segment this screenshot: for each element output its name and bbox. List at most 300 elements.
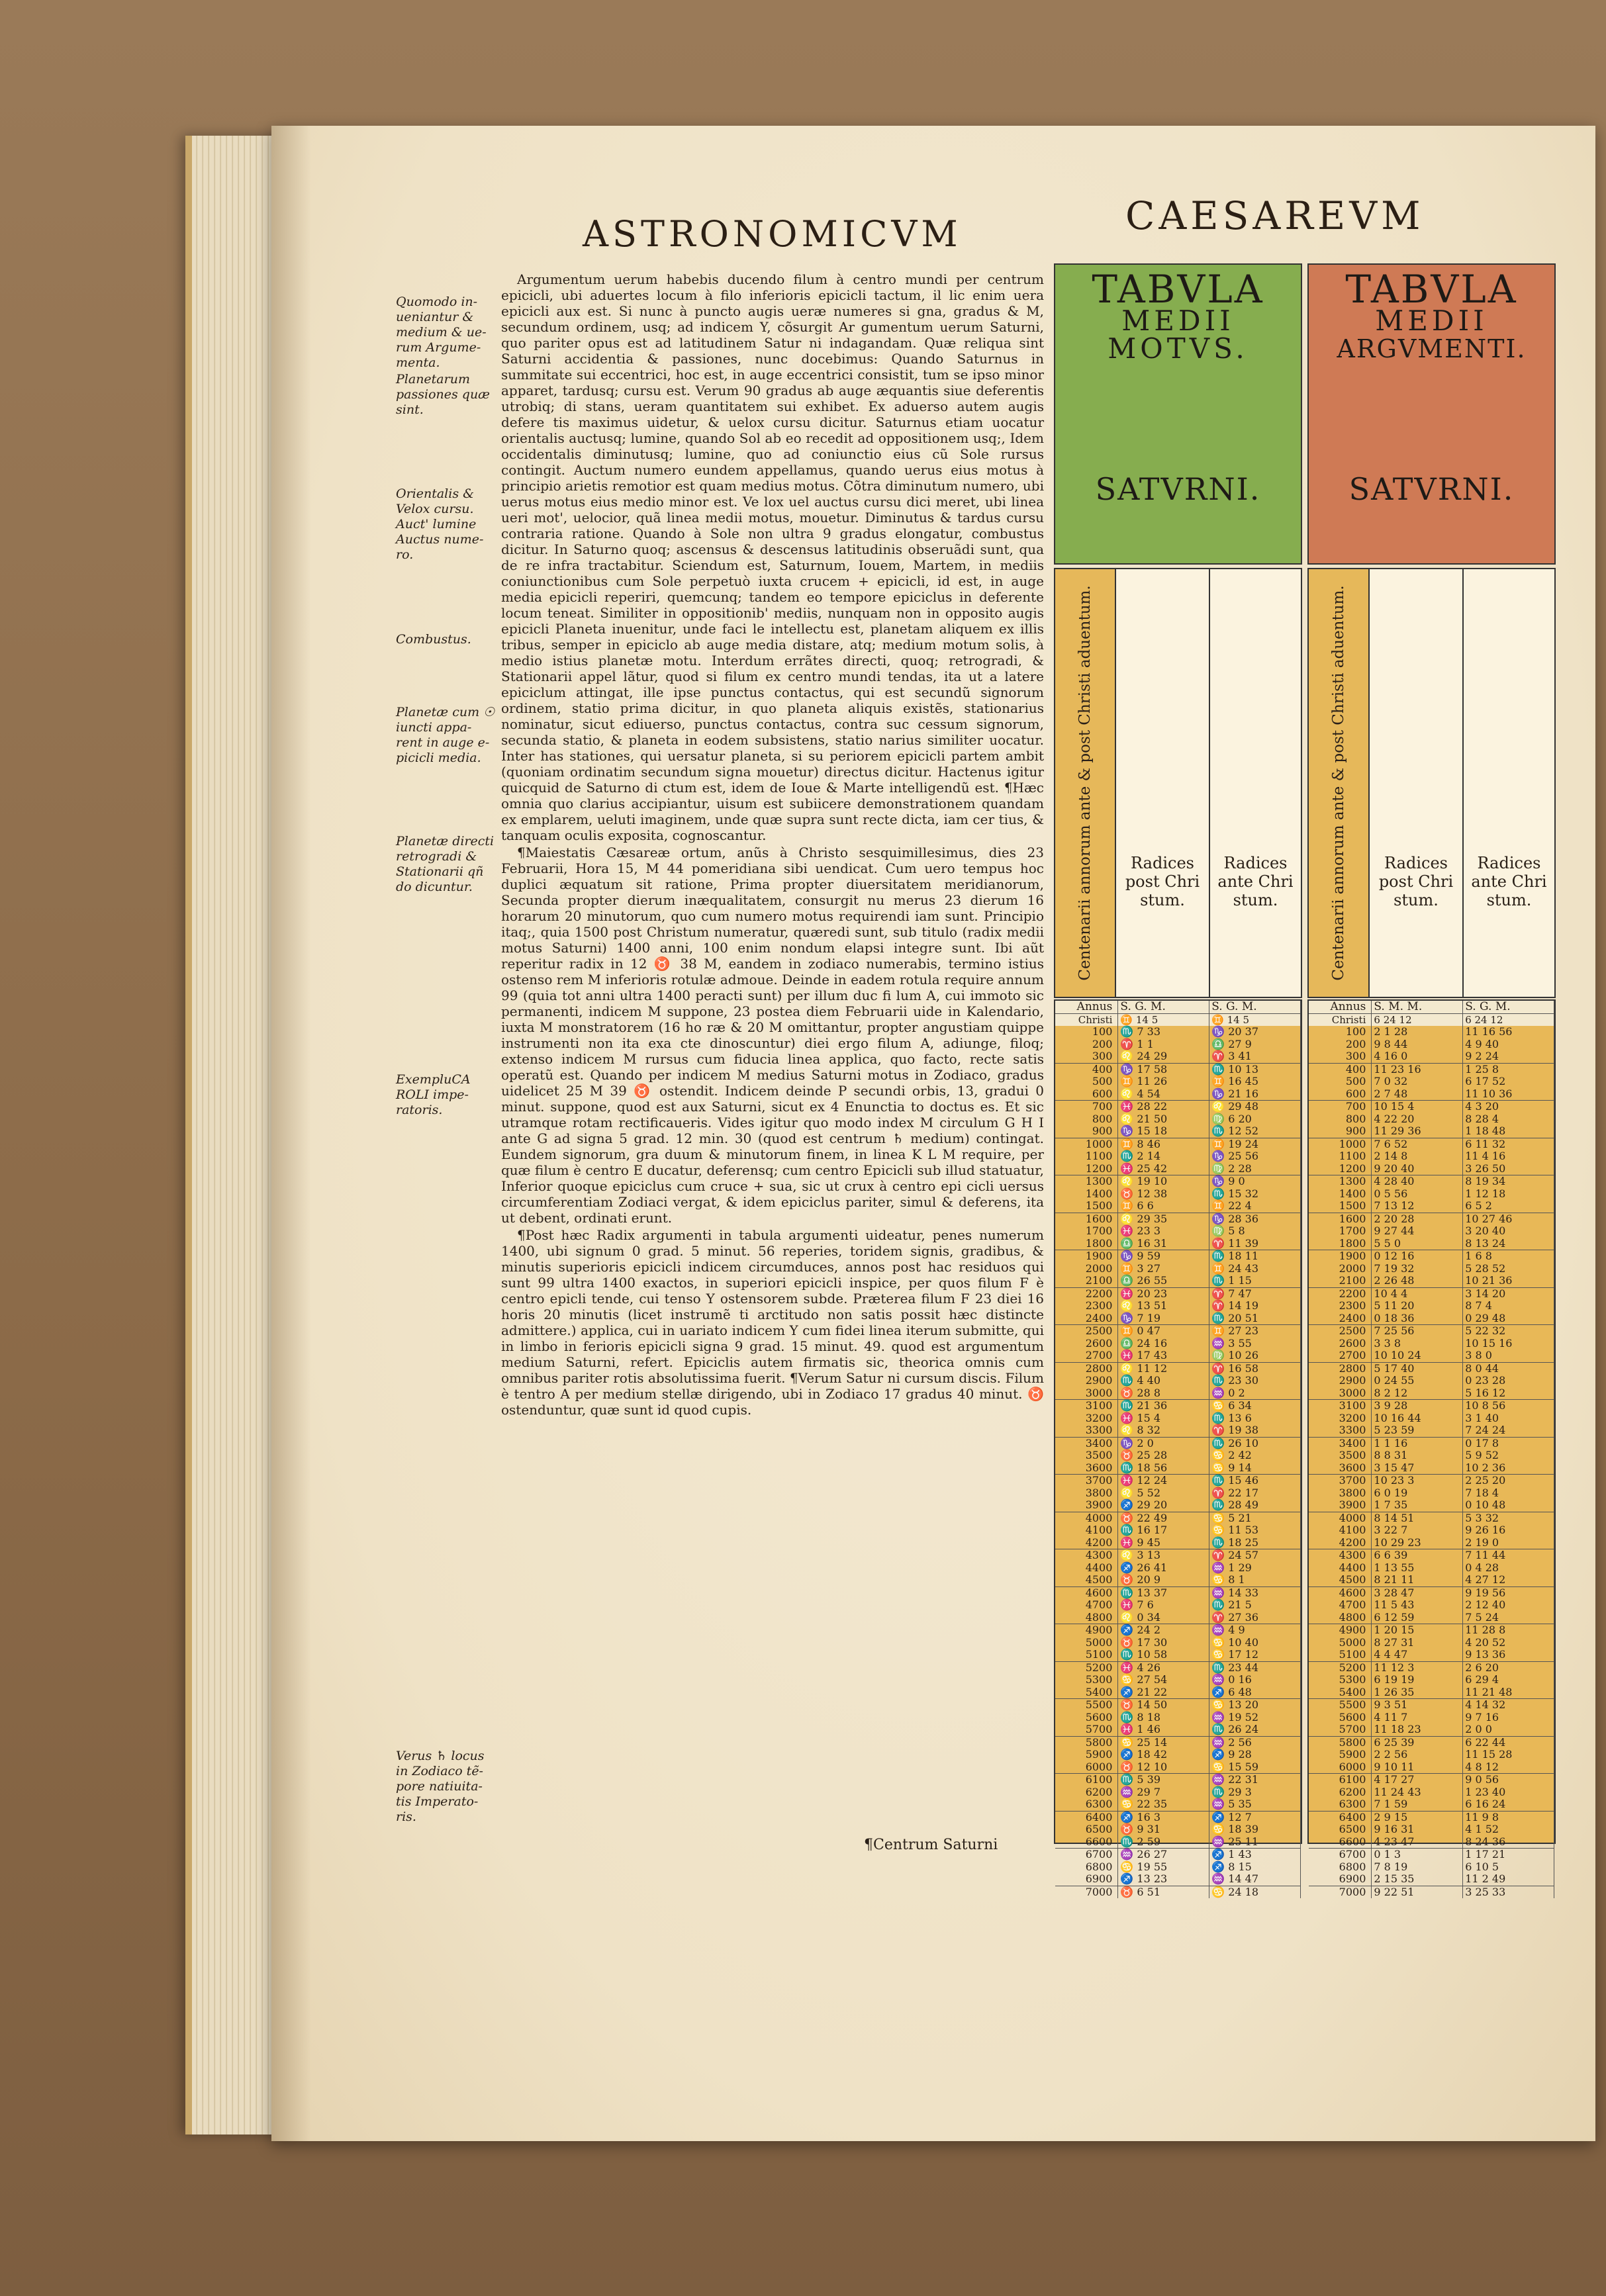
table-cell: ♏ 10 13: [1209, 1063, 1301, 1076]
table-cell: ♋ 17 12: [1209, 1649, 1301, 1661]
table-cell: ♒ 25 11: [1209, 1836, 1301, 1849]
table-cell: 3900: [1055, 1499, 1118, 1512]
table-cell: 3100: [1055, 1400, 1118, 1412]
table-row: [1055, 1849, 1301, 1861]
table-cell: ♏ 15 46: [1209, 1475, 1301, 1487]
table-row: [1309, 1013, 1554, 1026]
table-cell: 7 18 4: [1463, 1487, 1554, 1500]
tables-block: [1054, 263, 1556, 1898]
table-cell: ♒ 29 7: [1118, 1786, 1209, 1799]
table-cell: 6 24 12: [1372, 1013, 1463, 1026]
table-row: [1309, 1375, 1554, 1387]
table-cell: 1600: [1309, 1213, 1372, 1225]
table-cell: 9 0 56: [1463, 1774, 1554, 1786]
table-row: [1055, 1063, 1301, 1076]
table-row: [1309, 1175, 1554, 1188]
table-cell: 1 23 40: [1463, 1786, 1554, 1799]
table-title-word: MOTVS.: [1108, 332, 1249, 365]
table-cell: ♌ 0 34: [1118, 1612, 1209, 1624]
table-row: [1055, 1101, 1301, 1113]
table-cell: 1100: [1309, 1150, 1372, 1163]
table-row: [1309, 1537, 1554, 1549]
table-cell: 3300: [1309, 1424, 1372, 1437]
table-cell: 3 20 40: [1463, 1225, 1554, 1238]
table-cell: 200: [1055, 1038, 1118, 1051]
table-cell: ♓ 20 23: [1118, 1287, 1209, 1300]
column-label: Radices ante Chri stum.: [1471, 854, 1547, 909]
table-row: [1055, 1499, 1301, 1512]
table-row: [1055, 1188, 1301, 1201]
table-row: [1309, 1138, 1554, 1150]
table-cell: 1900: [1055, 1250, 1118, 1263]
table-cell: 4 16 0: [1372, 1050, 1463, 1063]
table-row: [1309, 1849, 1554, 1861]
table-cell: ♏ 10 58: [1118, 1649, 1209, 1661]
table-cell: 7 11 44: [1463, 1549, 1554, 1562]
table-row: [1055, 1325, 1301, 1338]
table-row: [1055, 1674, 1301, 1686]
table-cell: 6100: [1055, 1774, 1118, 1786]
table-cell: ♑ 9 0: [1209, 1175, 1301, 1188]
table-cell: 5000: [1055, 1637, 1118, 1649]
table-cell: 3 8 0: [1463, 1350, 1554, 1362]
table-cell: ♈ 3 41: [1209, 1050, 1301, 1063]
table-cell: ♑ 7 19: [1118, 1312, 1209, 1325]
table-cell: 5000: [1309, 1637, 1372, 1649]
table-row: [1055, 1175, 1301, 1188]
table-row: [1055, 1200, 1301, 1213]
table-cell: ♑ 28 36: [1209, 1213, 1301, 1225]
table-cell: 5 3 32: [1463, 1512, 1554, 1524]
table-cell: 1 13 55: [1372, 1562, 1463, 1575]
table-row: [1309, 1001, 1554, 1013]
table-cell: ♎ 26 55: [1118, 1275, 1209, 1287]
table-row: [1309, 1325, 1554, 1338]
table-cell: 6600: [1309, 1836, 1372, 1849]
table-cell: ♓ 23 3: [1118, 1225, 1209, 1238]
table-cell: 7 6 52: [1372, 1138, 1463, 1150]
table-cell: 9 20 40: [1372, 1163, 1463, 1175]
table-cell: ♋ 19 55: [1118, 1861, 1209, 1874]
table-cell: 3 22 7: [1372, 1524, 1463, 1537]
table-cell: ♍ 6 20: [1209, 1113, 1301, 1126]
table-cell: 3400: [1309, 1437, 1372, 1449]
table-cell: 4 17 27: [1372, 1774, 1463, 1786]
table-row: [1055, 1686, 1301, 1699]
table-cell: ♒ 22 31: [1209, 1774, 1301, 1786]
table-cell: 1 26 35: [1372, 1686, 1463, 1699]
table-cell: ♌ 3 13: [1118, 1549, 1209, 1562]
table-cell: ♑ 21 16: [1209, 1088, 1301, 1101]
table-row: [1309, 1362, 1554, 1375]
table-row: [1309, 1263, 1554, 1275]
table-cell: 9 22 51: [1372, 1886, 1463, 1898]
table-row: [1055, 1437, 1301, 1449]
table-cell: 5700: [1055, 1723, 1118, 1736]
table-cell: ♐ 1 43: [1209, 1849, 1301, 1861]
table-cell: ♋ 11 53: [1209, 1524, 1301, 1537]
table-cell: 5 28 52: [1463, 1263, 1554, 1275]
table-row: [1309, 1586, 1554, 1599]
table-cell: 5200: [1309, 1661, 1372, 1674]
table-cell: ♏ 20 51: [1209, 1312, 1301, 1325]
table-subject: SATVRNI.: [1348, 471, 1515, 507]
table-cell: 2 12 40: [1463, 1599, 1554, 1612]
table-cell: 2 15 35: [1372, 1873, 1463, 1886]
table-row: [1055, 1886, 1301, 1898]
table-row: [1309, 1574, 1554, 1586]
table-cell: ♑ 15 18: [1118, 1125, 1209, 1138]
table-title-word: ARGVMENTI.: [1337, 334, 1527, 363]
table-cell: 2700: [1309, 1350, 1372, 1362]
radices-ante-column: [1210, 569, 1301, 997]
table-cell: 5400: [1055, 1686, 1118, 1699]
table-cell: 4100: [1309, 1524, 1372, 1537]
table-row: [1055, 1699, 1301, 1712]
table-cell: 2 1 28: [1372, 1026, 1463, 1038]
table-cell: ♒ 14 33: [1209, 1586, 1301, 1599]
table-cell: ♌ 13 51: [1118, 1300, 1209, 1312]
table-row: [1309, 1238, 1554, 1250]
vertical-label-column: [1055, 569, 1116, 997]
table-cell: 2 26 48: [1372, 1275, 1463, 1287]
table-row: [1055, 1749, 1301, 1761]
table-row: [1055, 1599, 1301, 1612]
table-cell: 8 14 51: [1372, 1512, 1463, 1524]
table-cell: ♋ 2 42: [1209, 1449, 1301, 1462]
table-cell: 10 15 16: [1463, 1338, 1554, 1350]
table-cell: 2 9 15: [1372, 1811, 1463, 1823]
table-row: [1055, 1624, 1301, 1637]
table-cell: ♏ 8 18: [1118, 1712, 1209, 1724]
table-cell: ♊ 19 24: [1209, 1138, 1301, 1150]
table-row: [1309, 1125, 1554, 1138]
table-cell: 2200: [1309, 1287, 1372, 1300]
table-cell: ♋ 13 20: [1209, 1699, 1301, 1712]
table-cell: 10 8 56: [1463, 1400, 1554, 1412]
table-cell: 200: [1309, 1038, 1372, 1051]
table-cell: 2 0 0: [1463, 1723, 1554, 1736]
table-cell: ♈ 27 36: [1209, 1612, 1301, 1624]
table-cell: 6300: [1055, 1798, 1118, 1811]
table-cell: ♏ 13 37: [1118, 1586, 1209, 1599]
table-cell: 4 4 47: [1372, 1649, 1463, 1661]
table-cell: 10 29 23: [1372, 1537, 1463, 1549]
table-cell: ♋ 10 40: [1209, 1637, 1301, 1649]
table-row: [1309, 1287, 1554, 1300]
table-column-headers-right: [1307, 568, 1556, 998]
table-row: [1309, 1462, 1554, 1475]
table-cell: 3300: [1055, 1424, 1118, 1437]
table-cell: ♉ 22 49: [1118, 1512, 1209, 1524]
table-cell: 10 4 4: [1372, 1287, 1463, 1300]
table-cell: 6100: [1309, 1774, 1372, 1786]
table-cell: 700: [1055, 1101, 1118, 1113]
table-cell: ♊ 14 5: [1118, 1013, 1209, 1026]
table-cell: ♏ 23 30: [1209, 1375, 1301, 1387]
table-cell: ♓ 9 45: [1118, 1537, 1209, 1549]
table-cell: 8 0 44: [1463, 1362, 1554, 1375]
table-row: [1055, 1163, 1301, 1175]
column-label: Radices post Chri stum.: [1378, 854, 1454, 909]
table-cell: ♎ 27 9: [1209, 1038, 1301, 1051]
table-cell: 1300: [1055, 1175, 1118, 1188]
table-title-word: TABVLA: [1092, 267, 1264, 312]
table-cell: 6 19 19: [1372, 1674, 1463, 1686]
table-cell: 1 20 15: [1372, 1624, 1463, 1637]
table-cell: 0 1 3: [1372, 1849, 1463, 1861]
table-cell: S. G. M.: [1118, 1001, 1209, 1013]
table-cell: 500: [1055, 1076, 1118, 1088]
table-cell: 4800: [1309, 1612, 1372, 1624]
table-cell: ♈ 22 17: [1209, 1487, 1301, 1500]
table-row: [1309, 1113, 1554, 1126]
table-row: [1309, 1661, 1554, 1674]
table-cell: 1100: [1055, 1150, 1118, 1163]
table-cell: 5900: [1055, 1749, 1118, 1761]
table-cell: 11 16 56: [1463, 1026, 1554, 1038]
table-cell: ♐ 9 28: [1209, 1749, 1301, 1761]
table-cell: ♏ 28 49: [1209, 1499, 1301, 1512]
table-row: [1309, 1562, 1554, 1575]
page-gutter: [271, 126, 311, 2141]
table-cell: 6 24 12: [1463, 1013, 1554, 1026]
table-cell: 6000: [1055, 1761, 1118, 1774]
table-cell: 1200: [1055, 1163, 1118, 1175]
table-cell: ♑ 9 59: [1118, 1250, 1209, 1263]
table-cell: 11 15 28: [1463, 1749, 1554, 1761]
table-cell: 6200: [1309, 1786, 1372, 1799]
table-cell: 2 25 20: [1463, 1475, 1554, 1487]
paragraph: ¶Post hæc Radix argumenti in tabula argumenti uideatur, penes numerum 1400, ubi signum 0 grad. 5 minut. 56 reperies, toridem signis, gradibus, & minutis superioris epicicli indicem circumduces, annos post hac residuos qui sunt 99 ultra 1400 exactos, in superiori epicicli inspice, per quos filum F è centro epicli tende, cui tenso Y ostensorem subde. Præterea filum F 23 diei 16 horis 20 minutis (licet instrumẽ ti arctitudo non satis possit hæc distincte admittere.) applica, cui in uariato indicem Y cum fidei linea iterum submitte, qui in limbo in ferioris epicicli signa 9 grad. 15 minut. 49. quod est argumentum medium Saturni, refert. Epiciclis autem firmatis sic, theorica omnis cum omnibus pariter rotis absolutissima fuerit. ¶Verum Satur ni cursum discis. Filum è tentro A per medium stellæ dirigendo, ubi in Zodiaco 17 gradus 40 minut. ♉ ostenduntur, quæ sunt id quod cupis.: [501, 1227, 1044, 1418]
table-cell: 100: [1309, 1026, 1372, 1038]
table-cell: ♏ 26 24: [1209, 1723, 1301, 1736]
margin-note: ExempluCA ROLI impe- ratoris.: [396, 1072, 471, 1117]
table-cell: ♓ 7 6: [1118, 1599, 1209, 1612]
table-cell: 4700: [1309, 1599, 1372, 1612]
table-row: [1309, 1475, 1554, 1487]
table-cell: 1 12 18: [1463, 1188, 1554, 1201]
table-cell: 1900: [1309, 1250, 1372, 1263]
table-row: [1055, 1038, 1301, 1051]
table-cell: ♉ 9 31: [1118, 1823, 1209, 1836]
table-row: [1309, 1300, 1554, 1312]
table-cell: 3200: [1309, 1412, 1372, 1425]
table-cell: ♏ 1 15: [1209, 1275, 1301, 1287]
table-cell: ♈ 14 19: [1209, 1300, 1301, 1312]
table-cell: 5 17 40: [1372, 1362, 1463, 1375]
table-cell: ♒ 19 52: [1209, 1712, 1301, 1724]
table-cell: 9 19 56: [1463, 1586, 1554, 1599]
table-row: [1055, 1873, 1301, 1886]
table-cell: 11 2 49: [1463, 1873, 1554, 1886]
vertical-label-column: [1309, 569, 1370, 997]
table-cell: ♉ 20 9: [1118, 1574, 1209, 1586]
table-cell: ♋ 9 14: [1209, 1462, 1301, 1475]
table-cell: 6200: [1055, 1786, 1118, 1799]
table-grid-left: [1054, 999, 1302, 1898]
table-cell: 0 12 16: [1372, 1250, 1463, 1263]
table-cell: 1700: [1055, 1225, 1118, 1238]
table-cell: ♊ 27 23: [1209, 1325, 1301, 1338]
table-cell: 2 7 48: [1372, 1088, 1463, 1101]
table-cell: 3800: [1055, 1487, 1118, 1500]
table-cell: 3600: [1055, 1462, 1118, 1475]
table-row: [1309, 1811, 1554, 1823]
table-cell: ♉ 14 50: [1118, 1699, 1209, 1712]
table-cell: ♉ 12 10: [1118, 1761, 1209, 1774]
table-cell: ♓ 12 24: [1118, 1475, 1209, 1487]
table-cell: 11 5 43: [1372, 1599, 1463, 1612]
table-cell: 1 25 8: [1463, 1063, 1554, 1076]
table-cell: 3 26 50: [1463, 1163, 1554, 1175]
table-cell: 5300: [1055, 1674, 1118, 1686]
table-row: [1309, 1723, 1554, 1736]
table-cell: ♋ 25 14: [1118, 1736, 1209, 1749]
table-cell: ♊ 11 26: [1118, 1076, 1209, 1088]
table-cell: 6 10 5: [1463, 1861, 1554, 1874]
table-cell: ♏ 18 11: [1209, 1250, 1301, 1263]
table-cell: 1000: [1055, 1138, 1118, 1150]
table-row: [1055, 1275, 1301, 1287]
table-row: [1309, 1150, 1554, 1163]
table-cell: 4 11 7: [1372, 1712, 1463, 1724]
table-cell: ♒ 2 56: [1209, 1736, 1301, 1749]
table-cell: 5 23 59: [1372, 1424, 1463, 1437]
table-cell: 11 28 8: [1463, 1624, 1554, 1637]
table-cell: ♓ 25 42: [1118, 1163, 1209, 1175]
table-cell: ♏ 21 5: [1209, 1599, 1301, 1612]
table-row: [1055, 1424, 1301, 1437]
table-cell: ♐ 8 15: [1209, 1861, 1301, 1874]
table-row: [1309, 1786, 1554, 1799]
table-cell: 1 17 21: [1463, 1849, 1554, 1861]
table-cell: 5800: [1055, 1736, 1118, 1749]
table-cell: 7000: [1055, 1886, 1118, 1898]
column-label: Radices ante Chri stum.: [1217, 854, 1294, 909]
table-row: [1055, 1350, 1301, 1362]
table-row: [1055, 1798, 1301, 1811]
table-cell: S. G. M.: [1209, 1001, 1301, 1013]
table-cell: 2400: [1055, 1312, 1118, 1325]
table-subject: SATVRNI.: [1095, 471, 1261, 507]
running-head-right: CAESAREVM: [1125, 193, 1425, 238]
table-cell: ♋ 15 59: [1209, 1761, 1301, 1774]
table-cell: ♌ 29 35: [1118, 1213, 1209, 1225]
table-cell: 3500: [1055, 1449, 1118, 1462]
table-row: [1055, 1811, 1301, 1823]
table-cell: 4 23 47: [1372, 1836, 1463, 1849]
table-row: [1055, 1088, 1301, 1101]
table-cell: 7 0 32: [1372, 1076, 1463, 1088]
table-cell: 8 7 4: [1463, 1300, 1554, 1312]
table-cell: ♏ 2 59: [1118, 1836, 1209, 1849]
table-cell: 5500: [1309, 1699, 1372, 1712]
vertical-label: Centenarii annorum ante & post Christi aduentum.: [1076, 585, 1094, 981]
table-cell: ♉ 25 28: [1118, 1449, 1209, 1462]
table-cell: 700: [1309, 1101, 1372, 1113]
table-cell: 4 1 52: [1463, 1823, 1554, 1836]
table-cell: 3 9 28: [1372, 1400, 1463, 1412]
table-cell: ♏ 2 14: [1118, 1150, 1209, 1163]
table-cell: ♏ 16 17: [1118, 1524, 1209, 1537]
table-row: [1055, 1637, 1301, 1649]
table-cell: 0 18 36: [1372, 1312, 1463, 1325]
table-cell: 100: [1055, 1026, 1118, 1038]
table-cell: 0 5 56: [1372, 1188, 1463, 1201]
table-cell: 5100: [1309, 1649, 1372, 1661]
table-cell: 0 17 8: [1463, 1437, 1554, 1449]
table-cell: 10 2 36: [1463, 1462, 1554, 1475]
table-row: [1309, 1549, 1554, 1562]
table-cell: ♉ 6 51: [1118, 1886, 1209, 1898]
table-title-card-left: [1054, 263, 1302, 565]
table-cell: Christi: [1055, 1013, 1118, 1026]
table-cell: 7 24 24: [1463, 1424, 1554, 1437]
table-cell: 1200: [1309, 1163, 1372, 1175]
table-cell: 6600: [1055, 1836, 1118, 1849]
table-cell: 3000: [1055, 1387, 1118, 1400]
table-cell: 7 13 12: [1372, 1200, 1463, 1213]
margin-note: Quomodo in- ueniantur & medium & ue- rum Argume- menta.: [396, 295, 487, 370]
table-row: [1055, 1537, 1301, 1549]
margin-note: Orientalis & Velox cursu. Auct' lumine Auctus nume- ro.: [396, 486, 484, 562]
table-row: [1055, 1026, 1301, 1038]
table-cell: 10 15 4: [1372, 1101, 1463, 1113]
table-cell: 5 9 52: [1463, 1449, 1554, 1462]
table-cell: 2500: [1309, 1325, 1372, 1338]
table-cell: 6900: [1309, 1873, 1372, 1886]
table-row: [1055, 1113, 1301, 1126]
table-row: [1309, 1823, 1554, 1836]
table-cell: ♒ 3 55: [1209, 1338, 1301, 1350]
table-row: [1055, 1524, 1301, 1537]
table-cell: 6 11 32: [1463, 1138, 1554, 1150]
table-cell: 11 23 16: [1372, 1063, 1463, 1076]
column-label: Radices post Chri stum.: [1125, 854, 1200, 909]
table-cell: ♏ 5 39: [1118, 1774, 1209, 1786]
table-cell: ♐ 24 2: [1118, 1624, 1209, 1637]
table-cell: 1000: [1309, 1138, 1372, 1150]
table-cell: 9 7 16: [1463, 1712, 1554, 1724]
table-cell: ♓ 28 22: [1118, 1101, 1209, 1113]
table-row: [1055, 1387, 1301, 1400]
table-row: [1309, 1499, 1554, 1512]
table-cell: ♊ 24 43: [1209, 1263, 1301, 1275]
table-row: [1309, 1774, 1554, 1786]
table-cell: ♒ 5 35: [1209, 1798, 1301, 1811]
table-cell: 6700: [1309, 1849, 1372, 1861]
table-cell: ♉ 28 8: [1118, 1387, 1209, 1400]
table-row: [1055, 1213, 1301, 1225]
table-row: [1055, 1661, 1301, 1674]
table-cell: 3 25 33: [1463, 1886, 1554, 1898]
table-cell: ♈ 19 38: [1209, 1424, 1301, 1437]
table-cell: 0 24 55: [1372, 1375, 1463, 1387]
table-cell: 6800: [1055, 1861, 1118, 1874]
table-cell: 4300: [1055, 1549, 1118, 1562]
table-cell: 2100: [1055, 1275, 1118, 1287]
table-cell: 4100: [1055, 1524, 1118, 1537]
table-cell: 1 7 35: [1372, 1499, 1463, 1512]
table-row: [1309, 1088, 1554, 1101]
table-row: [1055, 1400, 1301, 1412]
table-cell: 5 16 12: [1463, 1387, 1554, 1400]
table-cell: ♒ 4 9: [1209, 1624, 1301, 1637]
table-cell: ♌ 29 48: [1209, 1101, 1301, 1113]
table-row: [1055, 1263, 1301, 1275]
table-cell: 600: [1309, 1088, 1372, 1101]
